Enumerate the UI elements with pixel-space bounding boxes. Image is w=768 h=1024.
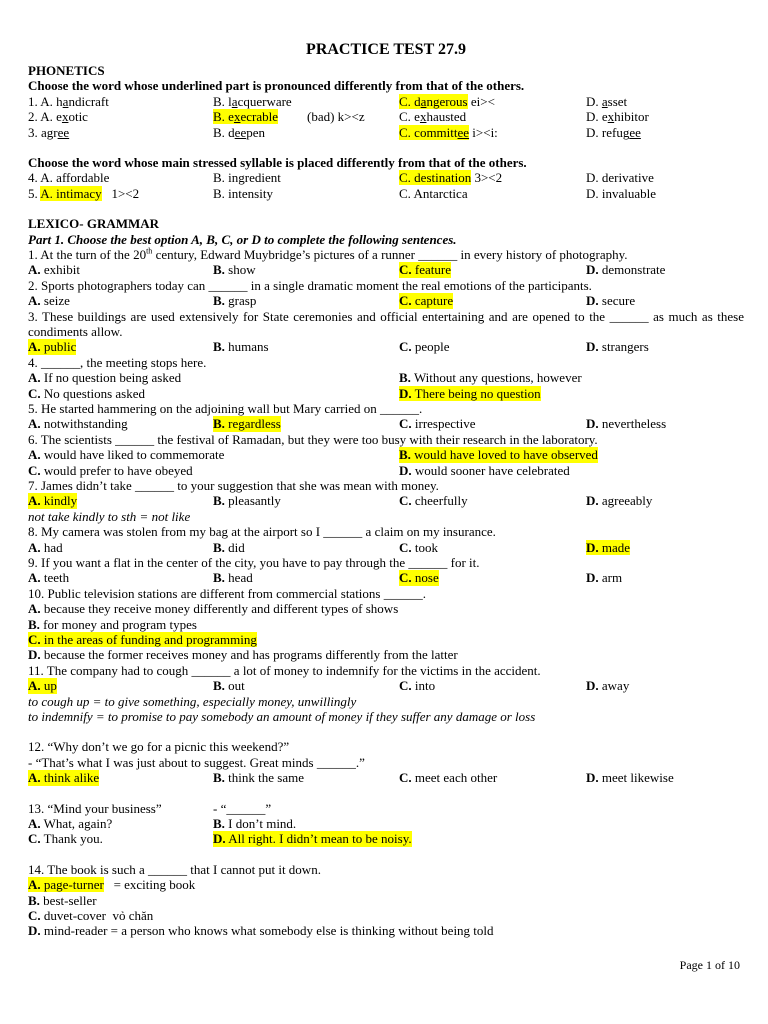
options-5: A. notwithstanding B. regardless C. irrespective D. nevertheless xyxy=(28,416,667,432)
options-11: A. up B. out C. into D. away xyxy=(28,678,630,694)
instruction-stress: Choose the word whose main stressed syllable is placed differently from that of the others. xyxy=(28,154,527,170)
question-row-p4: 4. A. affordable B. ingredient C. destination 3><2 D. derivative xyxy=(28,170,654,186)
options-4ab: A. If no question being asked B. Without any questions, however xyxy=(28,370,582,386)
options-1: A. exhibit B. show C. feature D. demonstrate xyxy=(28,262,666,278)
option-10c: C. in the areas of funding and programming xyxy=(28,631,257,647)
option-10b: B. for money and program types xyxy=(28,616,197,632)
section-heading-phonetics: PHONETICS xyxy=(28,63,105,78)
options-13cd: C. Thank you. D. All right. I didn’t mean to be noisy. xyxy=(28,831,412,847)
options-7: A. kindly B. pleasantly C. cheerfully D. agreeably xyxy=(28,493,653,509)
question-13: 13. “Mind your business” - “______” xyxy=(28,800,272,816)
options-6ab: A. would have liked to commemorate B. would have loved to have observed xyxy=(28,447,598,463)
option-14d: D. mind-reader = a person who knows what somebody else is thinking without being told xyxy=(28,923,494,939)
question-9: 9. If you want a flat in the center of the city, you have to pay through the ______ for it. xyxy=(28,554,480,570)
question-1: 1. At the turn of the 20th century, Edward Muybridge’s pictures of a runner ______ in every history of photography. xyxy=(28,246,628,262)
option-14c: C. duvet-cover vỏ chăn xyxy=(28,907,154,923)
question-4: 4. ______, the meeting stops here. xyxy=(28,354,207,370)
note-7: not take kindly to sth = not like xyxy=(28,508,191,524)
question-2: 2. Sports photographers today can ______ in a single dramatic moment the real emotions of the participants. xyxy=(28,277,592,293)
question-6: 6. The scientists ______ the festival of Ramadan, but they were too busy with their research in the laboratory. xyxy=(28,431,598,447)
question-5: 5. He started hammering on the adjoining wall but Mary carried on ______. xyxy=(28,400,423,416)
options-4cd: C. No questions asked D. There being no question xyxy=(28,385,541,401)
options-2: A. seize B. grasp C. capture D. secure xyxy=(28,293,636,309)
question-11: 11. The company had to cough ______ a lot of money to indemnify for the victims in the accident. xyxy=(28,662,541,678)
option-14a: A. page-turner = exciting book xyxy=(28,877,196,893)
page-title: PRACTICE TEST 27.9 xyxy=(306,41,466,58)
options-12: A. think alike B. think the same C. meet each other D. meet likewise xyxy=(28,770,674,786)
option-14b: B. best-seller xyxy=(28,892,97,908)
question-14: 14. The book is such a ______ that I cannot put it down. xyxy=(28,861,321,877)
instruction-pronunciation: Choose the word whose underlined part is pronounced differently from that of the others. xyxy=(28,78,525,94)
question-3: 3. These buildings are used extensively for State ceremonies and official entertaining and are opened to the ______ as much as these condiments allow. xyxy=(28,308,744,339)
options-13ab: A. What, again? B. I don’t mind. xyxy=(28,815,297,831)
question-12-reply: - “That’s what I was just about to suggest. Great minds ______.” xyxy=(28,754,365,770)
question-7: 7. James didn’t take ______ to your suggestion that she was mean with money. xyxy=(28,477,439,493)
options-3: A. public B. humans C. people D. strangers xyxy=(28,339,649,355)
options-6cd: C. would prefer to have obeyed D. would sooner have celebrated xyxy=(28,462,570,478)
question-row-p5: 5. A. intimacy 1><2 B. intensity C. Antarctica D. invaluable xyxy=(28,185,657,201)
note-11b: to indemnify = to promise to pay somebody an amount of money if they suffer any damage or loss xyxy=(28,708,536,724)
option-10d: D. because the former receives money and has programs differently from the latter xyxy=(28,647,458,663)
option-10a: A. because they receive money differently and different types of shows xyxy=(28,601,399,617)
worksheet-page xyxy=(28,40,744,939)
part1-instruction: Part 1. Choose the best option A, B, C, or D to complete the following sentences. xyxy=(28,231,457,247)
question-10: 10. Public television stations are different from commercial stations ______. xyxy=(28,585,426,601)
section-heading-grammar: LEXICO- GRAMMAR xyxy=(28,216,160,232)
question-12: 12. “Why don’t we go for a picnic this weekend?” xyxy=(28,739,290,755)
question-8: 8. My camera was stolen from my bag at the airport so I ______ a claim on my insurance. xyxy=(28,524,496,540)
note-11a: to cough up = to give something, especially money, unwillingly xyxy=(28,693,357,709)
question-row-p1: 1. A. handicraft B. lacquerware C. dangerous ei>< D. asset xyxy=(28,93,628,109)
page-number: Page 1 of 10 xyxy=(679,958,740,972)
question-row-p2: 2. A. exotic B. execrable (bad) k><z C. exhausted D. exhibitor xyxy=(28,109,649,125)
options-8: A. had B. did C. took D. made xyxy=(28,539,631,555)
question-row-p3: 3. agree B. deepen C. committee i><i: D. refugee xyxy=(28,124,641,140)
options-9: A. teeth B. head C. nose D. arm xyxy=(28,570,623,586)
